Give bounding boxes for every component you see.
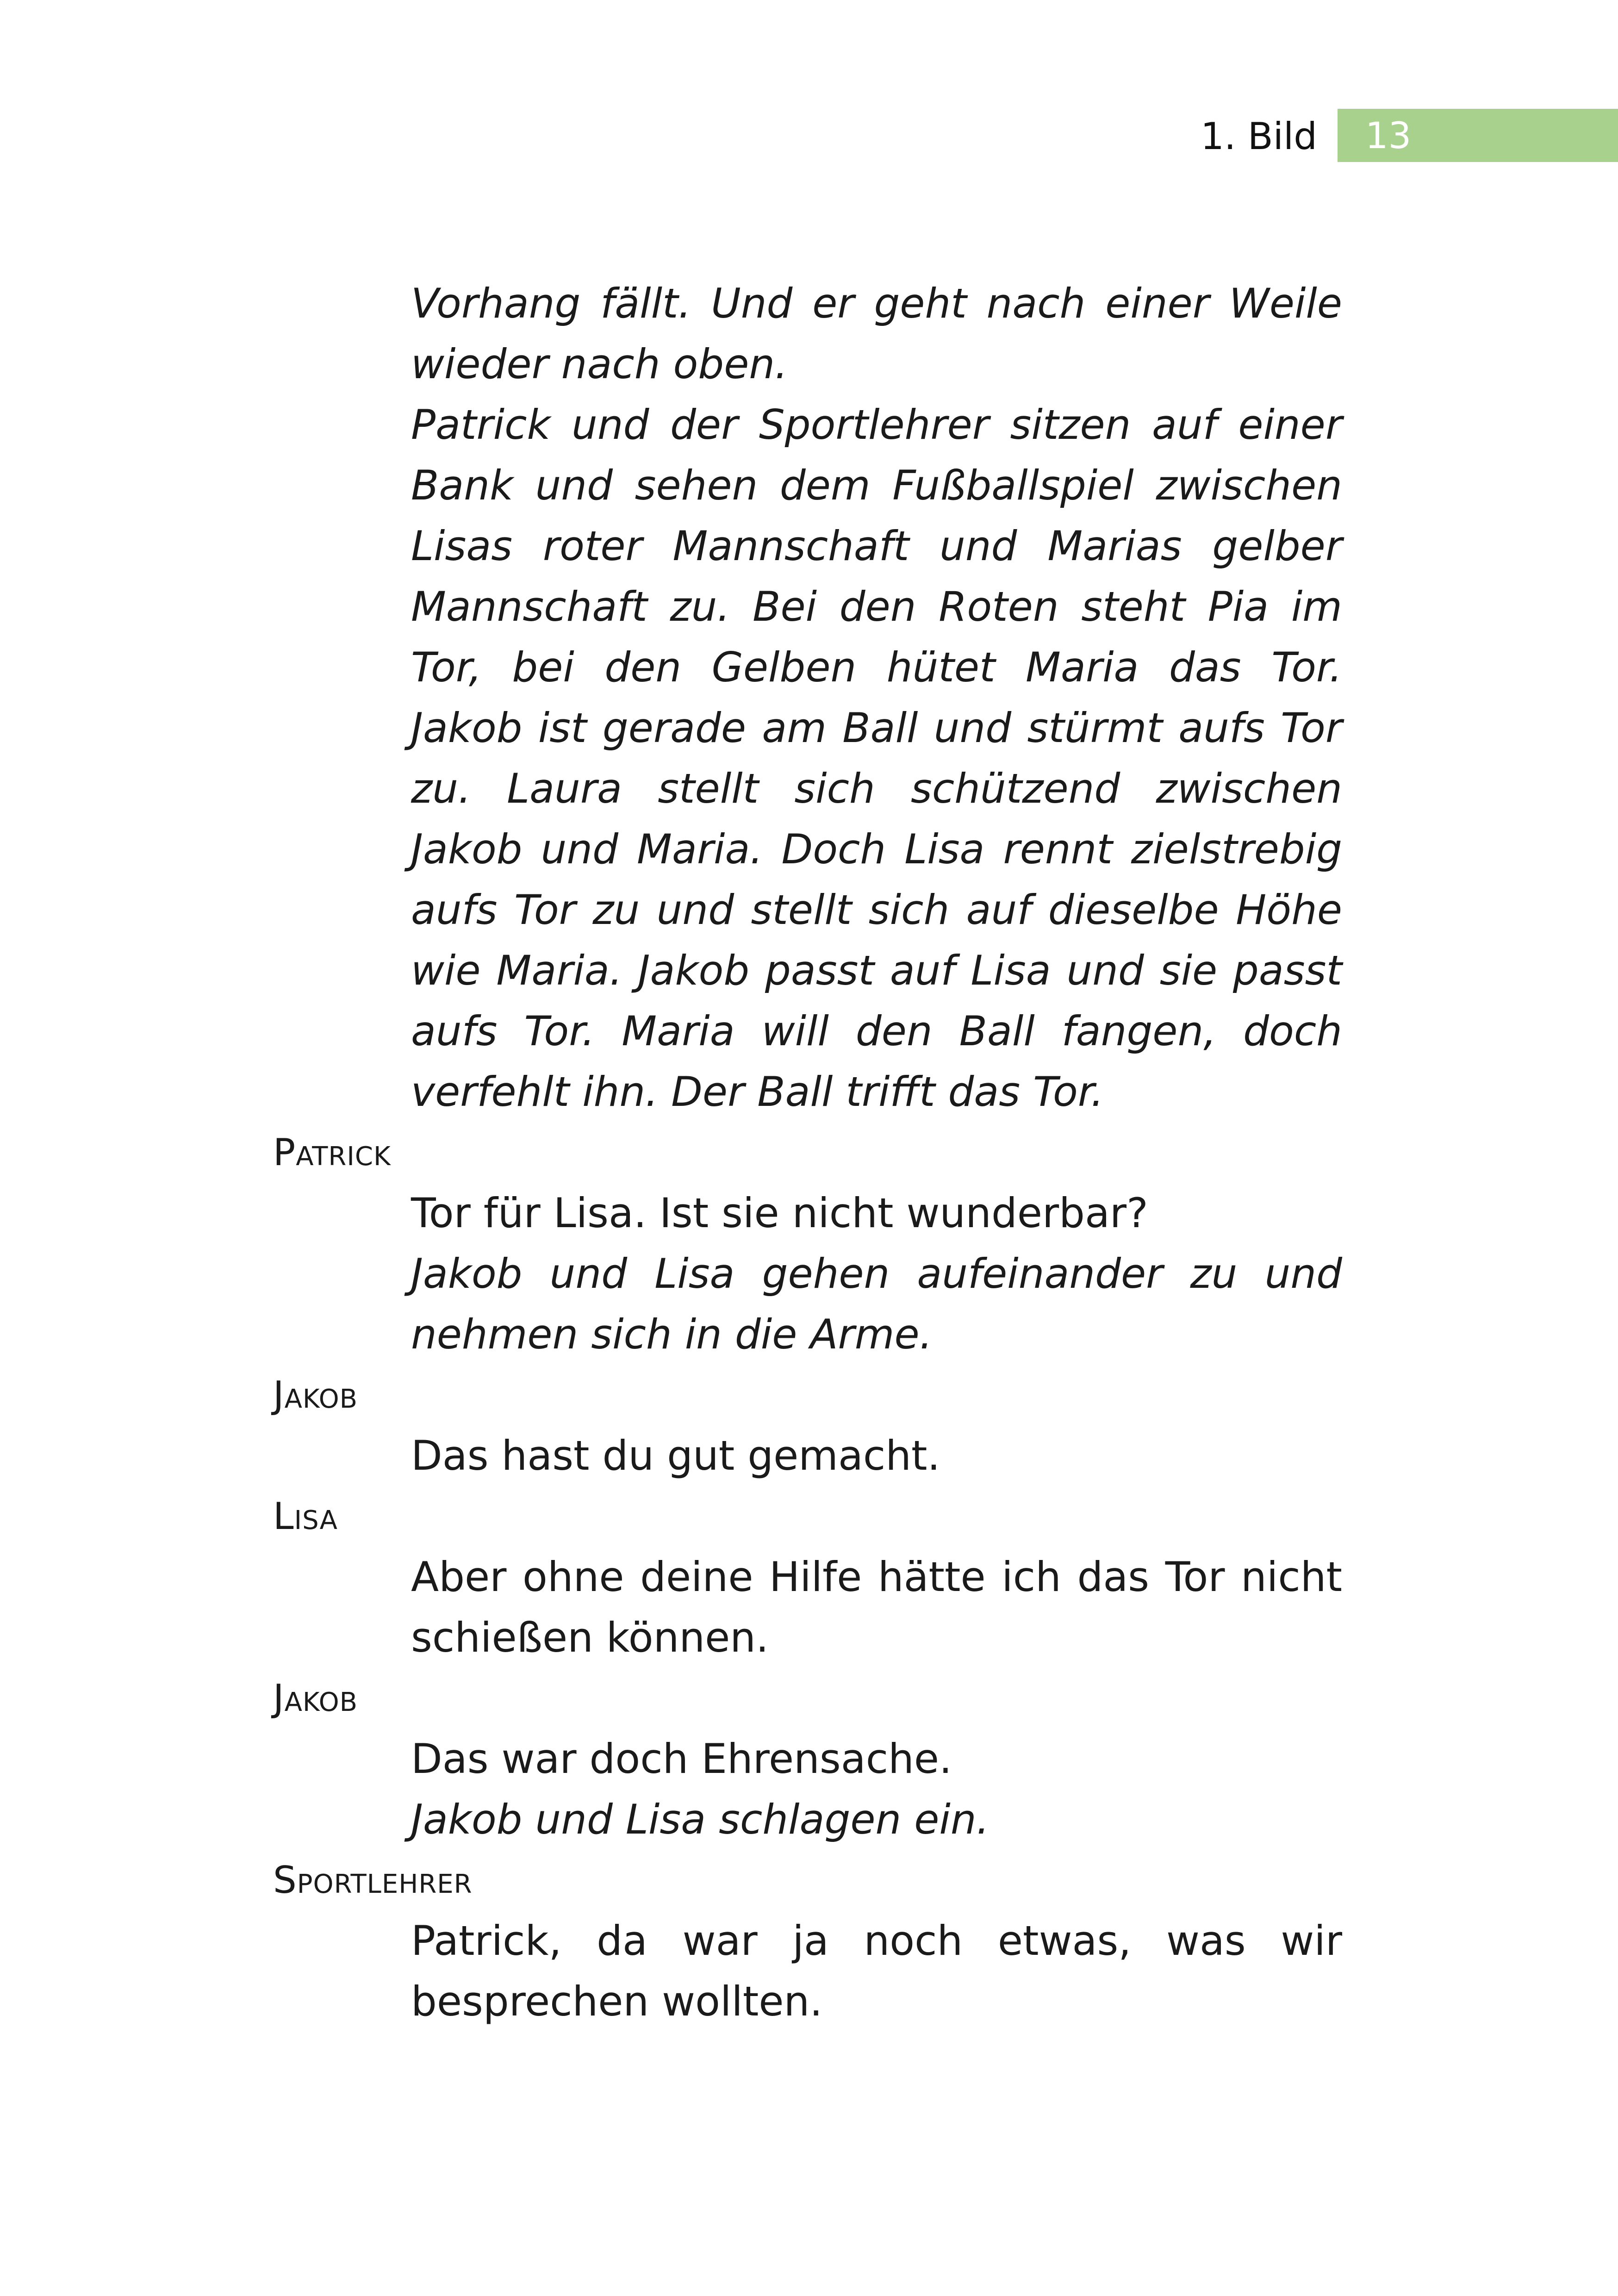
speaker-name: Sportlehrer <box>273 1859 473 1902</box>
script-body <box>273 273 1342 2032</box>
page-number: 13 <box>1365 115 1412 157</box>
speaker-name: Jakob <box>273 1373 358 1416</box>
dialogue-line: Aber ohne deine Hilfe hätte ich das Tor nicht schießen können. <box>411 1553 1342 1661</box>
dialogue-line: Patrick, da war ja noch etwas, was wir besprechen wollten. <box>411 1917 1342 2025</box>
speaker-name: Lisa <box>273 1495 338 1538</box>
chapter-title: 1. Bild <box>1201 115 1317 158</box>
speaker-name: Jakob <box>273 1677 358 1720</box>
dialogue-line: Das war doch Ehrensache. <box>411 1735 952 1783</box>
speaker-name: Patrick <box>273 1131 391 1174</box>
stage-direction: Vorhang fällt. Und er geht nach einer Weile wieder nach oben. <box>411 280 1342 388</box>
page-number-tab <box>1338 109 1618 162</box>
stage-direction: Jakob und Lisa gehen aufeinander zu und nehmen sich in die Arme. <box>411 1250 1342 1358</box>
stage-direction: Patrick und der Sportlehrer sitzen auf einer Bank und sehen dem Fußballspiel zwischen Lisas roter Mannschaft und Marias gelber Mannschaft zu. Bei den Roten steht Pia im Tor, bei den Gelben hütet Maria das Tor. Jakob ist gerade am Ball und stürmt aufs Tor zu. Laura stellt sich schützend zwischen Jakob und Maria. Doch Lisa rennt zielstrebig aufs Tor zu und stellt sich auf dieselbe Höhe wie Maria. Jakob passt auf Lisa und sie passt aufs Tor. Maria will den Ball fangen, doch verfehlt ihn. Der Ball trifft das Tor. <box>411 401 1342 1116</box>
stage-direction: Jakob und Lisa schlagen ein. <box>411 1796 989 1843</box>
dialogue-line: Tor für Lisa. Ist sie nicht wunderbar? <box>411 1189 1148 1237</box>
dialogue-line: Das hast du gut gemacht. <box>411 1432 940 1479</box>
